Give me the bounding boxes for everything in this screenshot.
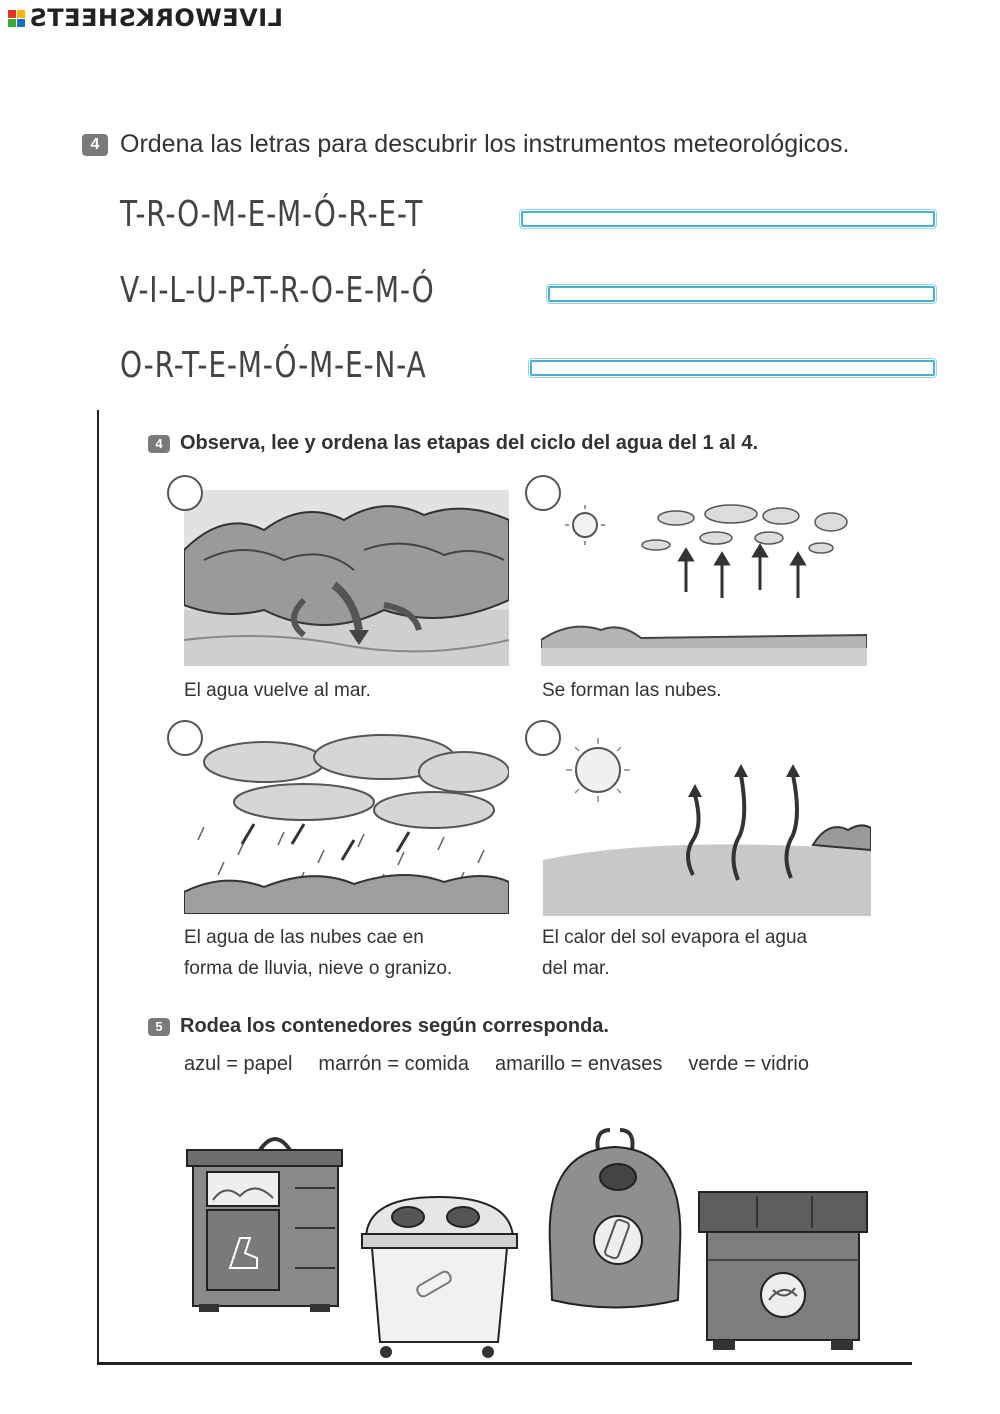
color-legend [184, 1053, 809, 1076]
order-circle-2[interactable] [525, 475, 561, 511]
stage-caption-2: Se forman las nubes. [542, 680, 722, 701]
exercise-number-badge: 4 [82, 134, 108, 156]
clouds-form-image [541, 490, 867, 666]
packaging-bin-container[interactable] [358, 1192, 520, 1360]
scrambled-letters: O-R-T-E-M-Ó-M-E-N-A [120, 345, 427, 386]
exercise-a-instruction: Ordena las letras para descubrir los instrumentos meteorológicos. [120, 130, 850, 158]
answer-field-3[interactable] [532, 365, 941, 377]
exercise-number-badge: 5 [148, 1018, 170, 1036]
stage-caption-1: El agua vuelve al mar. [184, 680, 371, 701]
scrambled-word-1 [120, 194, 509, 235]
scrambled-letters: V-I-L-U-P-T-R-O-E-M-Ó [120, 270, 435, 311]
answer-input-1[interactable] [521, 211, 935, 227]
scrambled-word-2 [120, 270, 523, 311]
answer-field-2[interactable] [550, 291, 941, 303]
answer-input-2[interactable] [548, 286, 935, 302]
legend-item-food: marrón = comida [318, 1053, 470, 1075]
order-circle-1[interactable] [167, 475, 203, 511]
exercise-number-badge: 4 [148, 435, 170, 453]
rain-image [184, 732, 509, 914]
stage-caption-3-line2: forma de lluvia, nieve o granizo. [184, 958, 453, 979]
scrambled-letters: T-R-O-M-E-M-Ó-R-E-T [120, 194, 424, 235]
legend-item-glass: verde = vidrio [688, 1053, 809, 1075]
logo-text: LIVEWORKSHEETS [29, 4, 283, 32]
exercise-c-title [148, 1015, 609, 1038]
order-circle-3[interactable] [167, 720, 203, 756]
exercise-b-title [148, 432, 758, 455]
answer-input-3[interactable] [530, 360, 935, 376]
frame-bottom-line [97, 1362, 912, 1365]
evaporation-image [543, 730, 871, 916]
stage-caption-4-line2: del mar. [542, 958, 610, 979]
scrambled-word-3 [120, 345, 513, 386]
stage-caption-4-line1: El calor del sol evapora el agua [542, 927, 808, 948]
exercise-b-instruction: Observa, lee y ordena las etapas del ciclo del agua del 1 al 4. [180, 432, 759, 454]
logo-icon [8, 10, 25, 27]
legend-item-paper: azul = papel [184, 1053, 293, 1075]
glass-igloo-container[interactable] [540, 1125, 690, 1320]
exercise-a-title [82, 130, 850, 159]
legend-item-packaging: amarillo = envases [495, 1053, 663, 1075]
frame-left-line [97, 410, 99, 1365]
stage-caption-3-line1: El agua de las nubes cae en [184, 927, 424, 948]
stage-caption-4 [542, 922, 807, 984]
answer-field-1[interactable] [523, 216, 941, 228]
liveworksheets-logo [8, 4, 283, 32]
stage-caption-3 [184, 922, 452, 984]
water-returns-image [184, 490, 509, 666]
exercise-c-instruction: Rodea los contenedores según corresponda. [180, 1015, 609, 1037]
order-circle-4[interactable] [525, 720, 561, 756]
food-bin-container[interactable] [185, 1128, 345, 1313]
paper-bin-container[interactable] [697, 1190, 869, 1352]
